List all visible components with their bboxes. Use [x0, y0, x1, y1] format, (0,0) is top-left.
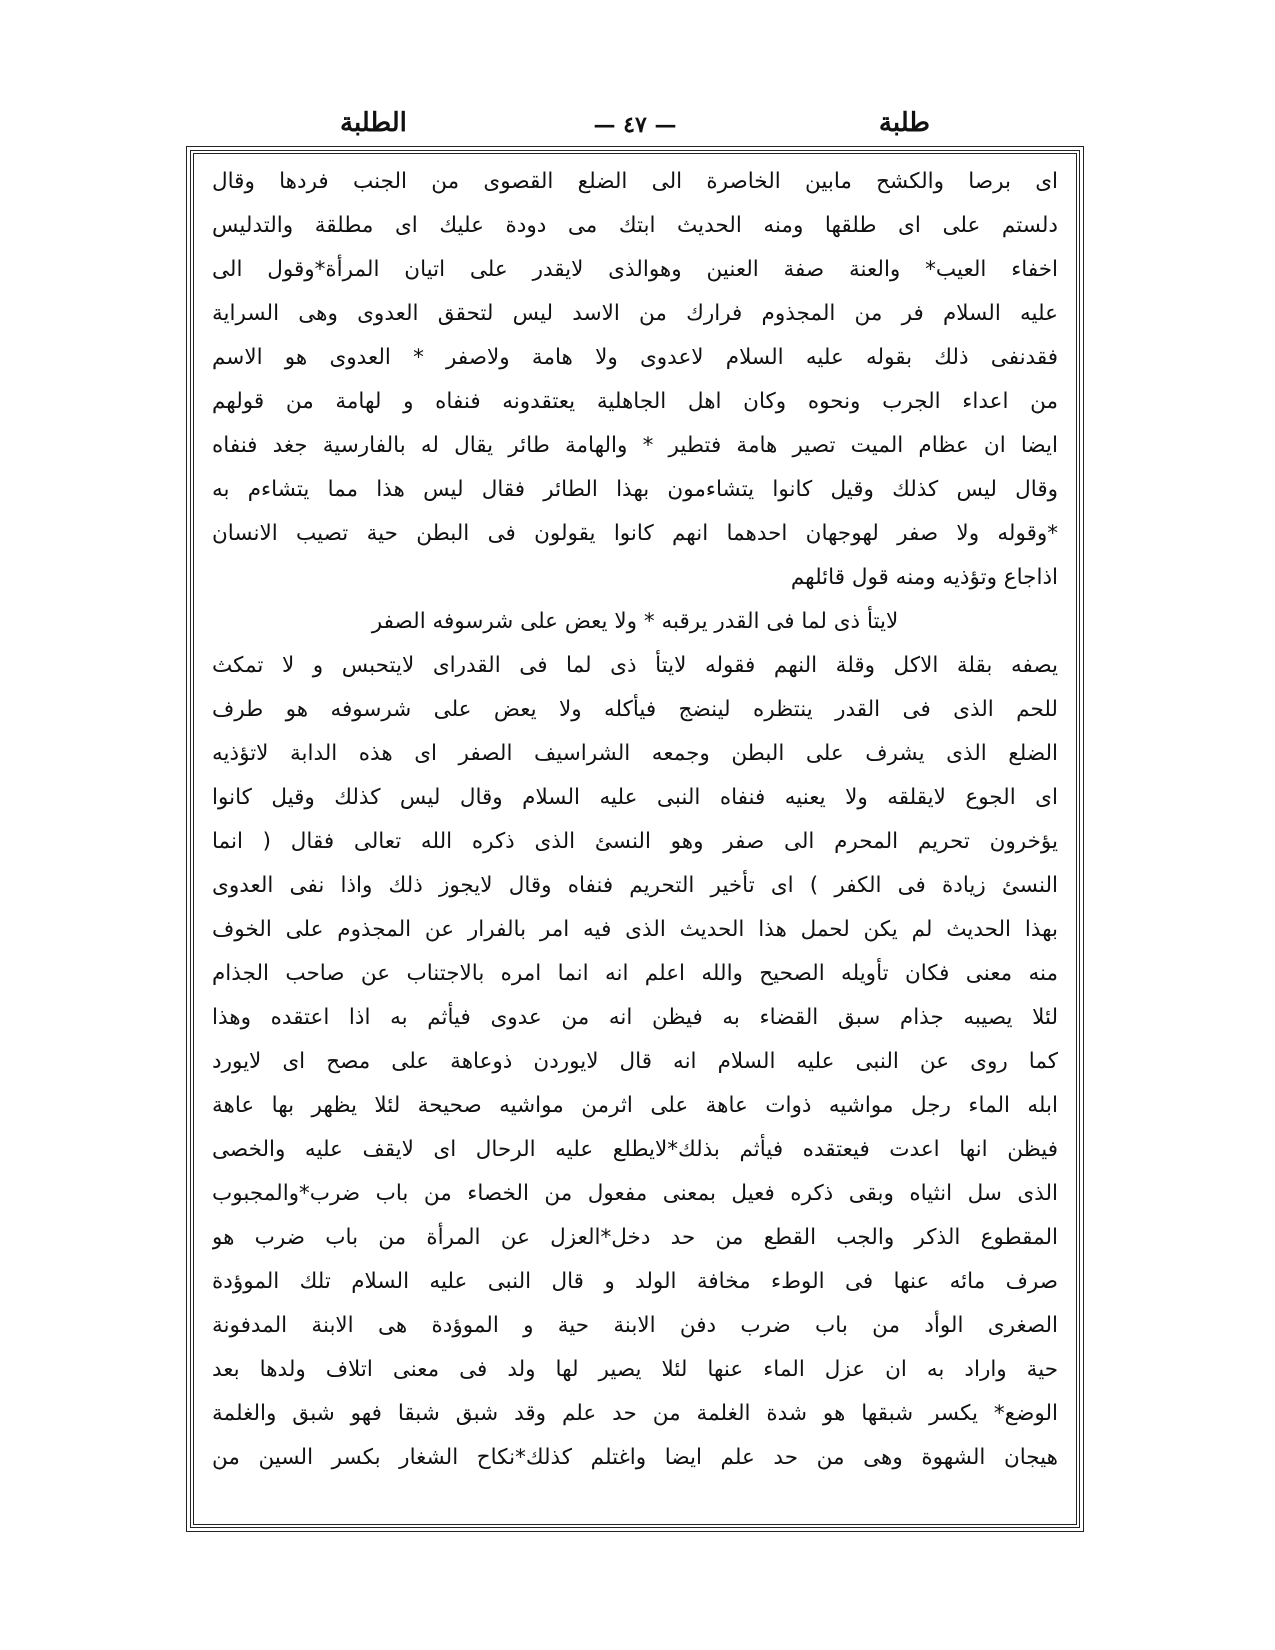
text-line: ابله الماء رجل مواشيه ذوات عاهة على اثرمن مواشيه صحيحة لئلا يظهر بها عاهة: [212, 1093, 1058, 1118]
text-line: حية واراد به ان عزل الماء عنها لئلا يصير لها ولد فى معنى اتلاف ولدها بعد: [212, 1357, 1058, 1382]
text-line: اى برصا والكشح مابين الخاصرة الى الضلع القصوى من الجنب فردها وقال: [212, 169, 1058, 194]
text-line: كما روى عن النبى عليه السلام انه قال لايوردن ذوعاهة على مصح اى لايورد: [212, 1049, 1058, 1074]
text-line: فقدنفى ذلك بقوله عليه السلام لاعدوى ولا هامة ولاصفر * العدوى هو الاسم: [212, 345, 1058, 370]
text-line: الوضع* يكسر شبقها هو شدة الغلمة من حد علم وقد شبق شبقا فهو شبق والغلمة: [212, 1401, 1058, 1426]
text-line: اخفاء العيب* والعنة صفة العنين وهوالذى لايقدر على اتيان المرأة*وقول الى: [212, 257, 1058, 282]
text-line: الذى سل انثياه وبقى ذكره فعيل بمعنى مفعول من الخصاء من باب ضرب*والمجبوب: [212, 1181, 1058, 1206]
text-line: دلستم على اى طلقها ومنه الحديث ابتك مى دودة عليك اى مطلقة والتدليس: [212, 213, 1058, 238]
text-line: صرف مائه عنها فى الوطء مخافة الولد و قال النبى عليه السلام تلك الموؤدة: [212, 1269, 1058, 1294]
text-line: يصفه بقلة الاكل وقلة النهم فقوله لايتأ ذى لما فى القدراى لايتحبس و لا تمكث: [212, 653, 1058, 678]
text-line: المقطوع الذكر والجب القطع من حد دخل*العزل عن المرأة من باب ضرب هو: [212, 1225, 1058, 1250]
text-line: للحم الذى فى القدر ينتظره لينضج فيأكله ولا يعض على شرسوفه هو طرف: [212, 697, 1058, 722]
text-line: منه معنى فكان تأويله الصحيح والله اعلم انه انما امره بالاجتناب عن صاحب الجذام: [212, 961, 1058, 986]
text-line: بهذا الحديث لم يكن لحمل هذا الحديث الذى فيه امر بالفرار عن المجذوم على الخوف: [212, 917, 1058, 942]
text-line: وقال ليس كذلك وقيل كانوا يتشاءمون بهذا الطائر فقال ليس هذا مما يتشاءم به: [212, 477, 1058, 502]
text-line: فيظن انها اعدت فيعتقده فيأثم بذلك*لايطلع عليه الرحال اى لايقف عليه والخصى: [212, 1137, 1058, 1162]
text-body: [212, 160, 1058, 1480]
text-line: *وقوله ولا صفر لهوجهان احدهما انهم كانوا يقولون فى البطن حية تصيب الانسان: [212, 521, 1058, 546]
header-keyword-right: طلبة: [878, 108, 930, 138]
text-line: اى الجوع لايقلقه ولا يعنيه فنفاه النبى عليه السلام وقال ليس كذلك وقيل كانوا: [212, 785, 1058, 810]
text-line: اذاجاع وتؤذيه ومنه قول قائلهم: [790, 565, 1058, 590]
text-line: هيجان الشهوة وهى من حد علم ايضا واغتلم كذلك*نكاح الشغار بكسر السين من: [212, 1445, 1058, 1470]
text-line: لئلا يصيبه جذام سبق القضاء به فيظن انه من عدوى فيأثم به اذا اعتقده وهذا: [212, 1005, 1058, 1030]
text-line: من اعداء الجرب ونحوه وكان اهل الجاهلية يعتقدونه فنفاه و لهامة من قولهم: [212, 389, 1058, 414]
text-line: عليه السلام فر من المجذوم فرارك من الاسد ليس لتحقق العدوى وهى السراية: [212, 301, 1058, 326]
verse-line: لايتأ ذى لما فى القدر يرقبه * ولا يعض على شرسوفه الصفر: [371, 609, 899, 634]
page-number: — ٤٧ —: [593, 112, 677, 138]
header-keyword-left: الطلبة: [340, 108, 407, 138]
text-line: النسئ زيادة فى الكفر ) اى تأخير التحريم فنفاه وقال لايجوز ذلك واذا نفى العدوى: [212, 873, 1058, 898]
text-line: يؤخرون تحريم المحرم الى صفر وهو النسئ الذى ذكره الله تعالى فقال ( انما: [212, 829, 1058, 854]
text-line: الضلع الذى يشرف على البطن وجمعه الشراسيف الصفر اى هذه الدابة لاتؤذيه: [212, 741, 1058, 766]
text-line: الصغرى الوأد من باب ضرب دفن الابنة حية و الموؤدة هى الابنة المدفونة: [212, 1313, 1058, 1338]
text-line: ايضا ان عظام الميت تصير هامة فتطير * والهامة طائر يقال له بالفارسية جغد فنفاه: [212, 433, 1058, 458]
